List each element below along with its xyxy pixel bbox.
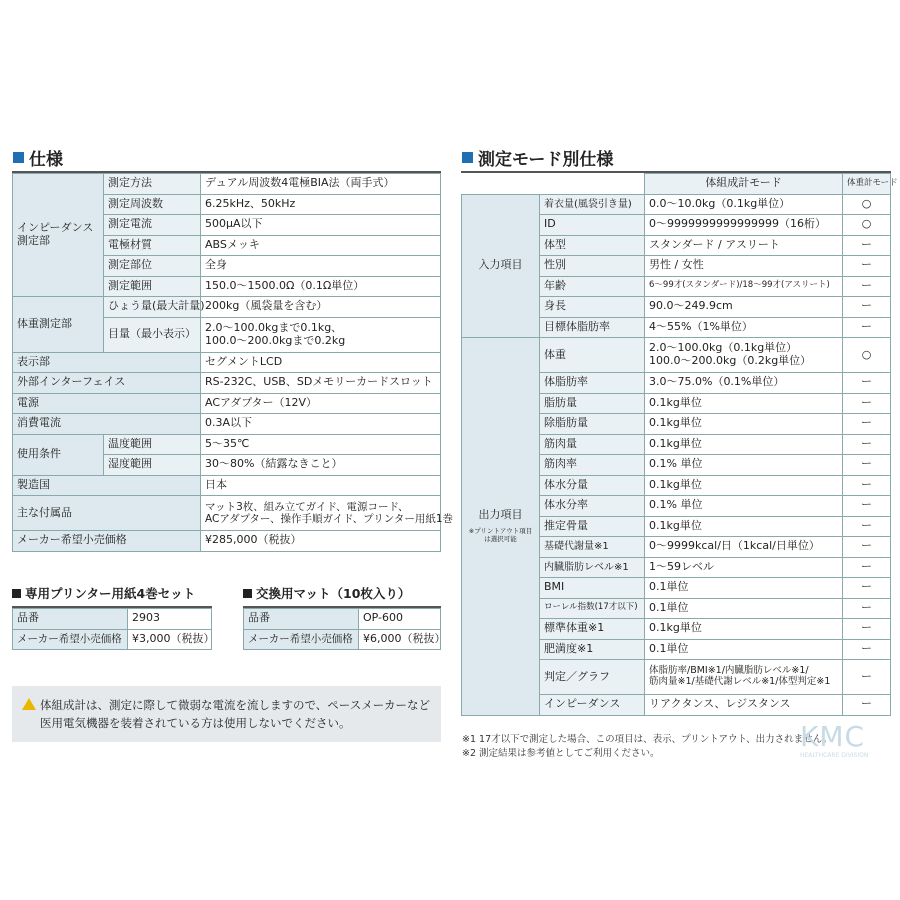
spec-title: 仕様 <box>13 145 63 170</box>
paper-square-icon <box>12 589 21 598</box>
warning-note: 体組成計は、測定に際して微弱な電流を流しますので、ペースメーカーなど 医用電気機器を装着されている方は使用しないでください。 <box>12 686 441 742</box>
paper-table: 品番 2903 メーカー希望小売価格 ¥3,000（税抜） <box>12 608 212 650</box>
impedance-label: インピーダンス測定部 <box>13 174 104 297</box>
spec-table: インピーダンス測定部 測定方法 デュアル周波数4電極BIA法（両手式） 測定周波数 6.25kHz、50kHz 測定電流 500μA以下 電極材質 ABSメッキ 測定部位 全身 測定範囲 150.0～1500.0Ω（0.1Ω単位） 体重測定部 ひょう量(最大計量) 200kg（風袋量を含む） 目量（最小表示） 2.0～100.0kgまで0.1kg、 100.0～200.0kgまで0.2kg 表示部 セグメントLCD 外部インターフェイス RS-232C、USB、SDメモリーカードスロット 電源 ACアダプター（12V） 消費電流 0.3A以下 使用条件 温度範囲 5～35℃ 湿度範囲 30～80%（結露なきこと） 製造国 日本 主な付属品 マット3枚、組み立てガイド、電源コード、 ACアダプター、操作手順ガイド、プリンター用紙1巻 メーカー希望小売価格 ¥285,000（税抜） <box>12 173 441 552</box>
mat-title: 交換用マット（10枚入り） <box>243 584 410 602</box>
footnote-2: ※2 測定結果は参考値としてご利用ください。 <box>462 748 660 759</box>
warning-icon <box>22 698 36 710</box>
mat-square-icon <box>243 589 252 598</box>
title-square-icon <box>13 152 24 163</box>
output-label: 出力項目 ※プリントアウト項目 は選択可能 <box>462 338 540 716</box>
mode-title: 測定モード別仕様 <box>462 145 613 170</box>
paper-title: 専用プリンター用紙4巻セット <box>12 584 195 602</box>
mode-table: 体組成計モード 体重計モード 入力項目 着衣量(風袋引き量) 0.0～10.0kg（0.1kg単位） ○ ID 0～9999999999999999（16桁） ○ 体型 スタンダード / アスリート ー 性別 男性 / 女性 ー 年齢 6～99才(スタンダード)/18～99才(アスリート) ー 身長 90.0～249.9cm ー 目標体脂肪率 4～55%（1%単位） ー 出力項目 ※プリントアウト項目 は選択可能 体重 2.0～100.0kg（0.1kg単位） 100.0～200.0kg（0.2kg単位） ○ 体脂肪率 3.0～75.0%（0.1%単位） ー 脂肪量 0.1kg単位 ー 除脂肪量 0.1kg単位 ー 筋肉量 0.1kg単位 ー 筋肉率 0.1% 単位 ー 体水分量 0.1kg単位 ー 体水分率 0.1% 単位 ー 推定骨量 0.1kg単位 ー 基礎代謝量※1 0～9999kcal/日（1kcal/日単位） ー 内臓脂肪レベル※1 1～59レベル ー BMI 0.1単位 ー ローレル指数(17才以下) 0.1単位 ー 標準体重※1 0.1kg単位 ー 肥満度※1 0.1単位 ー 判定／グラフ 体脂肪率/BMI※1/内臓脂肪レベル※1/ 筋肉量※1/基礎代謝レベル※1/体型判定※1 ー インピーダンス リアクタンス、レジスタンス ー <box>461 173 891 716</box>
col-body-mode: 体組成計モード <box>645 174 843 195</box>
weight-label: 体重測定部 <box>13 297 104 353</box>
kmc-watermark-sub: HEALTHCARE DIVISION <box>800 752 869 759</box>
footnote-1: ※1 17才以下で測定した場合、この項目は、表示、プリントアウト、出力されません。 <box>462 734 833 745</box>
input-label: 入力項目 <box>462 194 540 338</box>
col-scale-mode: 体重計モード <box>843 174 891 195</box>
kmc-watermark-logo: KMC <box>800 720 866 753</box>
mode-square-icon <box>462 152 473 163</box>
mat-table: 品番 OP-600 メーカー希望小売価格 ¥6,000（税抜） <box>243 608 441 650</box>
